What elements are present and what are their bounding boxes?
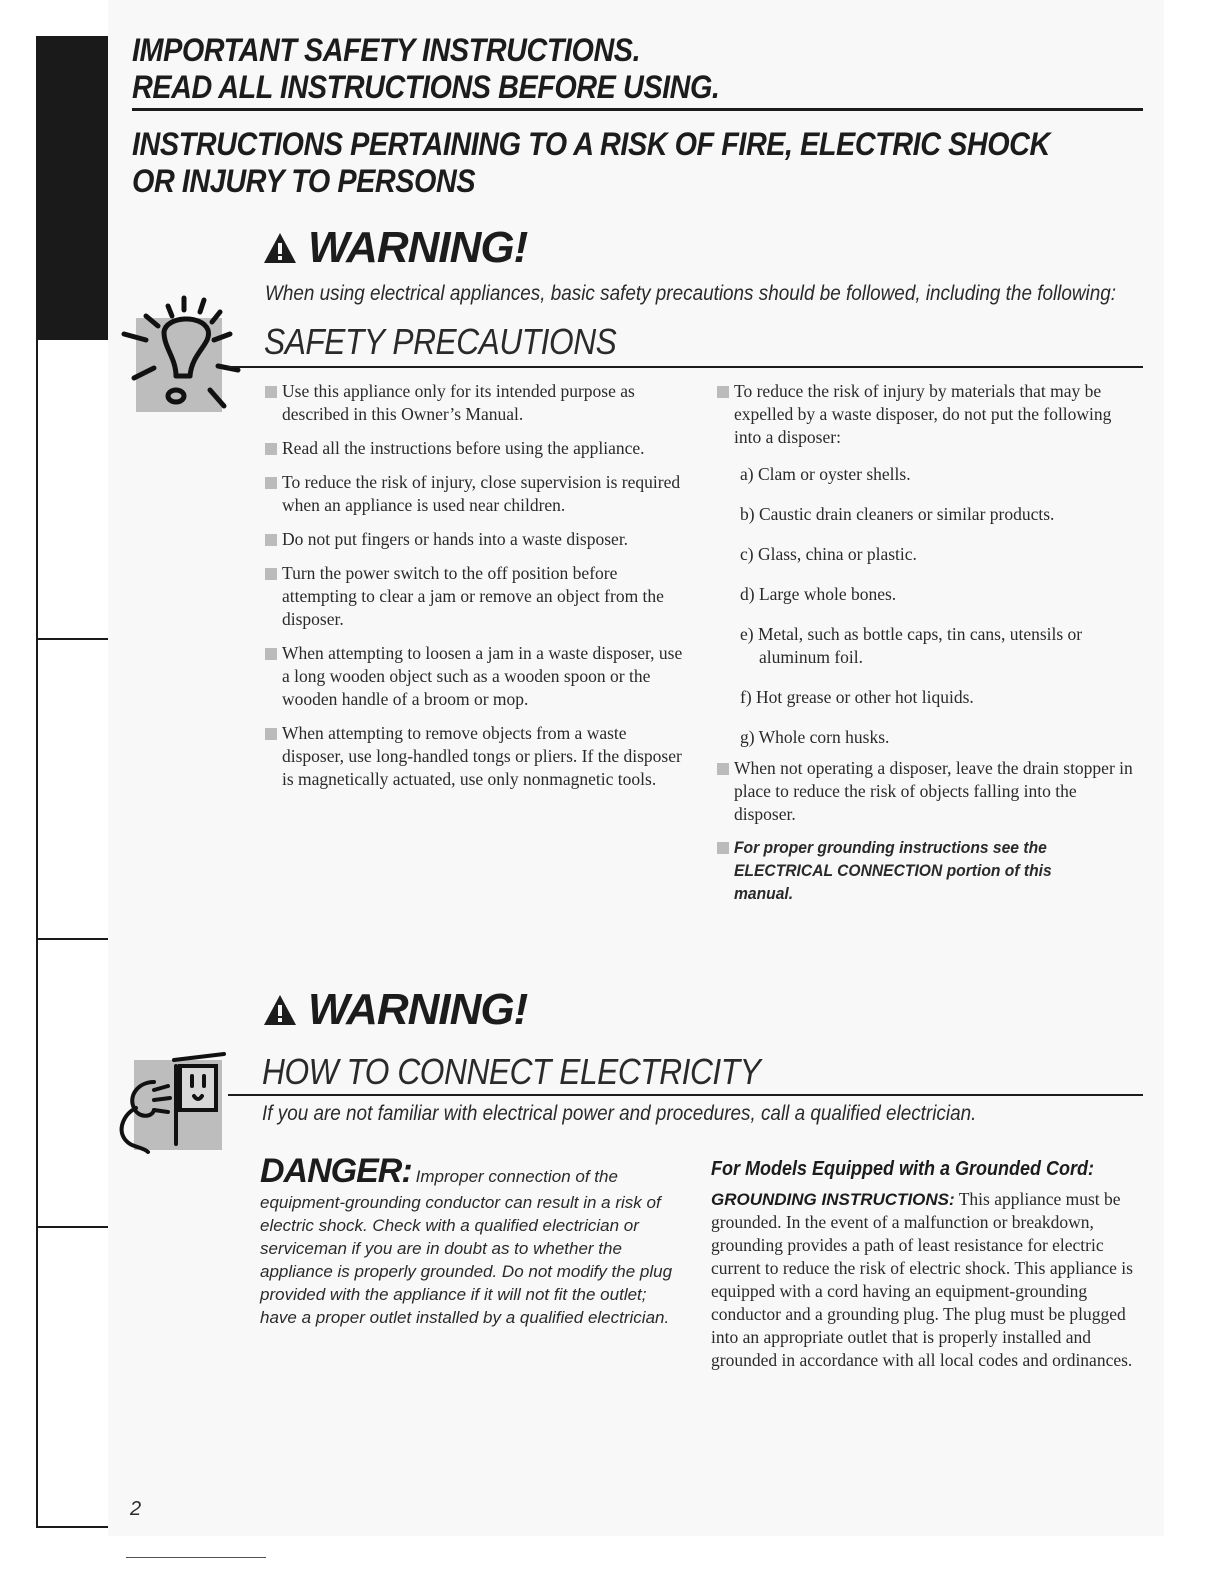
precaution-item: When attempting to remove objects from a waste disposer, use long-handled tongs or pliers. If the disposer is magnetically actuated, use only nonmagnetic tools.	[264, 722, 690, 791]
precaution-item: When not operating a disposer, leave the drain stopper in place to reduce the risk of objects falling into the disposer.	[716, 757, 1142, 826]
precautions-left-column	[264, 380, 690, 802]
grounding-note-line2: ELECTRICAL CONNECTION portion of this manual.	[734, 861, 1052, 903]
side-tab-strip	[36, 36, 108, 1528]
grounding-instructions	[711, 1188, 1141, 1372]
main-heading-line2: READ ALL INSTRUCTIONS BEFORE USING.	[132, 69, 720, 105]
warning-triangle-icon	[262, 231, 298, 265]
bottom-divider	[126, 1557, 266, 1558]
grounded-cord-heading: For Models Equipped with a Grounded Cord:	[711, 1158, 1094, 1180]
grounded-cord-block	[711, 1156, 1141, 1372]
warning-intro: When using electrical appliances, basic safety precautions should be followed, including the following:	[265, 282, 1117, 305]
page-number: 2	[130, 1498, 142, 1520]
precautions-right-column	[716, 380, 1142, 905]
precaution-item: Read all the instructions before using the appliance.	[264, 437, 690, 460]
precaution-item: Do not put fingers or hands into a waste disposer.	[264, 528, 690, 551]
disposer-exclusion-item: g) Whole corn husks.	[740, 727, 890, 747]
lightbulb-exclamation-icon	[120, 294, 250, 414]
sub-heading-line2: OR INJURY TO PERSONS	[132, 163, 476, 199]
disposer-exclusion-item: e) Metal, such as bottle caps, tin cans, utensils or aluminum foil.	[740, 624, 1083, 667]
precaution-item: Use this appliance only for its intended purpose as described in this Owner’s Manual.	[264, 380, 690, 426]
precaution-item: To reduce the risk of injury, close supervision is required when an appliance is used near children.	[264, 471, 690, 517]
danger-block	[260, 1152, 685, 1329]
connect-electricity-title: HOW TO CONNECT ELECTRICITY	[262, 1051, 761, 1092]
section-rule	[228, 1094, 1143, 1096]
electricity-intro: If you are not familiar with electrical power and procedures, call a qualified electrician.	[262, 1102, 977, 1125]
warning-title-2	[262, 986, 527, 1034]
side-tab-divider	[38, 938, 108, 940]
disposer-exclusion-item: f) Hot grease or other hot liquids.	[740, 687, 974, 707]
header-rule	[132, 108, 1143, 111]
safety-precautions-title: SAFETY PRECAUTIONS	[264, 321, 617, 362]
side-tab-active[interactable]	[38, 38, 108, 340]
plug-outlet-icon	[114, 1052, 230, 1158]
grounding-note	[716, 836, 1142, 905]
precaution-item: Turn the power switch to the off position before attempting to clear a jam or remove an object from the disposer.	[264, 562, 690, 631]
disposer-exclusion-item: b) Caustic drain cleaners or similar products.	[740, 504, 1055, 524]
disposer-exclusion-item: d) Large whole bones.	[740, 584, 897, 604]
warning-title-text: WARNING!	[308, 223, 528, 272]
disposer-exclusion-item: a) Clam or oyster shells.	[740, 464, 911, 484]
warning-title-1	[262, 224, 527, 272]
grounding-instructions-text: This appliance must be grounded. In the event of a malfunction or breakdown, grounding provides a path of least resistance for electric current to reduce the risk of electric shock. This appliance is equipped with a cord having an equipment-grounding conductor and a grounding plug. The plug must be plugged into an appropriate outlet that is properly installed and grounded in accordance with all local codes and ordinances.	[711, 1189, 1133, 1370]
grounding-note-line1: For proper grounding instructions see the	[734, 838, 1047, 857]
side-tab-divider	[38, 1226, 108, 1228]
main-heading-line1: IMPORTANT SAFETY INSTRUCTIONS.	[132, 32, 641, 68]
side-tab-divider	[38, 638, 108, 640]
danger-text: Improper connection of the equipment-grounding conductor can result in a risk of electric shock. Check with a qualified electrician or serviceman if you are in doubt as to whether the appliance is properly grounded. Do not modify the plug provided with the appliance if it will not fit the outlet; have a proper outlet installed by a qualified electrician.	[260, 1167, 673, 1327]
precaution-item: To reduce the risk of injury by materials that may be expelled by a waste disposer, do not put the following into a disposer:	[716, 380, 1142, 449]
warning-triangle-icon	[262, 993, 298, 1027]
danger-label: DANGER:	[260, 1152, 412, 1190]
sub-heading-line1: INSTRUCTIONS PERTAINING TO A RISK OF FIRE, ELECTRIC SHOCK	[132, 126, 1050, 162]
warning-title-text: WARNING!	[308, 985, 528, 1034]
disposer-exclusion-item: c) Glass, china or plastic.	[740, 544, 917, 564]
precaution-item: When attempting to loosen a jam in a waste disposer, use a long wooden object such as a wooden spoon or the wooden handle of a broom or mop.	[264, 642, 690, 711]
grounding-instructions-label: GROUNDING INSTRUCTIONS:	[711, 1190, 955, 1209]
section-rule	[228, 366, 1143, 368]
